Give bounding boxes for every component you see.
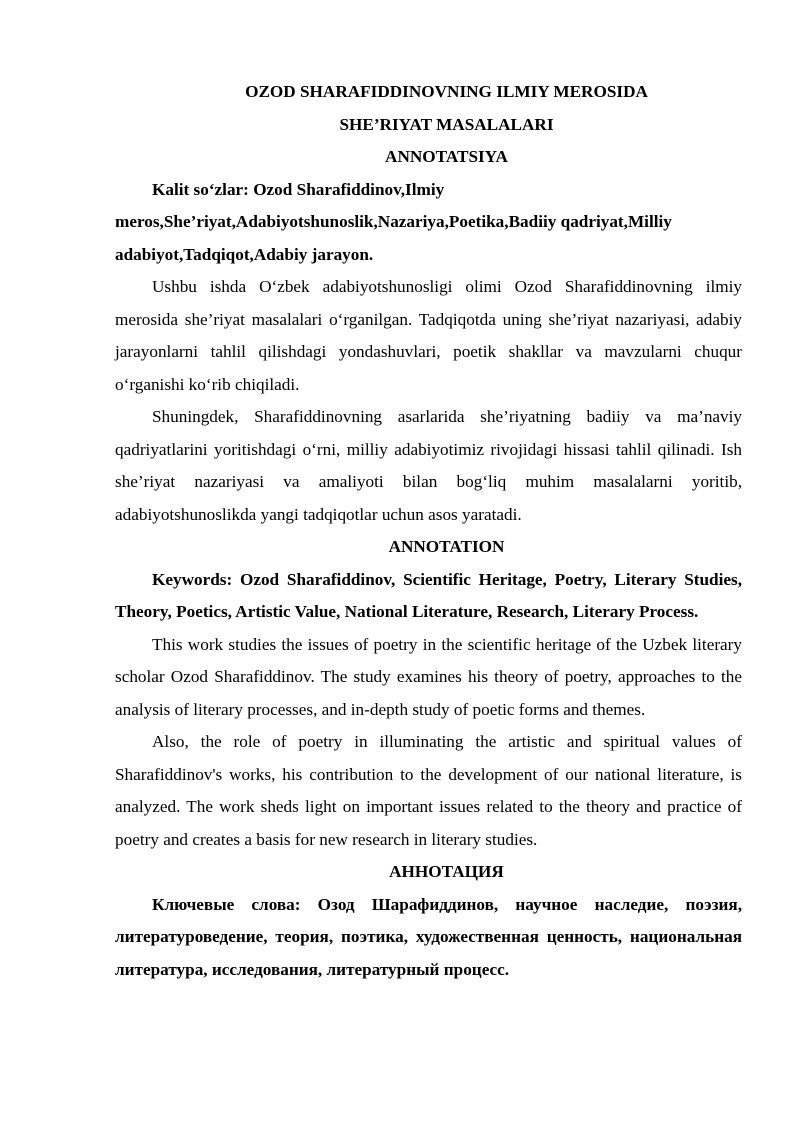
en-keywords [115,564,742,629]
en-paragraph-1: This work studies the issues of poetry in the scientific heritage of the Uzbek literary scholar Ozod Sharafiddinov. The study examines his theory of poetry, approaches to the analysis of literary processes, and in-depth study of poetic forms and themes. [115,634,742,719]
en-keywords-text: Ozod Sharafiddinov, Scientific Heritage, Poetry, Literary Studies, Theory, Poetics, Artistic Value, National Literature, Research, Literary Process. [115,569,742,621]
document-content [115,76,742,986]
en-keywords-label: Keywords: [152,569,233,589]
uz-paragraph-2: Shuningdek, Sharafiddinovning asarlarida she’riyatning badiiy va ma’naviy qadriyatlarini yoritishdagi o‘rni, milliy adabiyotimiz rivojidagi hissasi tahlil qilinadi. Ish she’riyat nazariyasi va amaliyoti bilan bog‘liq muhim masalalarni yoritib, adabiyotshunoslikda yangi tadqiqotlar uchun asos yaratadi. [115,407,742,524]
ru-annotation-heading: АННОТАЦИЯ [389,862,504,881]
en-paragraph-2: Also, the role of poetry in illuminating the artistic and spiritual values of Sharafiddinov's works, his contribution to the development of our national literature, is analyzed. The work sheds light on important issues related to the theory and practice of poetry and creates a basis for new research in literary studies. [115,732,742,849]
uz-keywords-text: Ozod Sharafiddinov,Ilmiy meros,She’riyat,Adabiyotshunoslik,Nazariya,Poetika,Badiiy qadriyat,Milliy adabiyot,Tadqiqot,Adabiy jarayon. [115,179,672,264]
ru-keywords-label: Ключевые слова: [152,894,301,914]
ru-keywords [115,889,742,987]
document-title-line-2: SHE’RIYAT MASALALARI [339,114,554,134]
uz-keywords [115,174,742,272]
uz-keywords-label: Kalit so‘zlar: [152,179,249,199]
uz-paragraph-1: Ushbu ishda O‘zbek adabiyotshunosligi olimi Ozod Sharafiddinovning ilmiy merosida she’riyat masalalari o‘rganilgan. Tadqiqotda uning she’riyat nazariyasi, adabiy jarayonlarni tahlil qilishdagi yondashuvlari, poetik shakllar va mavzularni chuqur o‘rganishi ko‘rib chiqiladi. [115,277,742,394]
document-title-line-1: OZOD SHARAFIDDINOVNING ILMIY MEROSIDA [245,82,648,101]
en-annotation-heading: ANNOTATION [388,537,505,556]
uz-annotation-heading: ANNOTATSIYA [385,147,508,166]
ru-keywords-text: Озод Шарафиддинов, научное наследие, поэзия, литературоведение, теория, поэтика, художественная ценность, национальная литература, исследования, литературный процесс. [115,894,742,979]
